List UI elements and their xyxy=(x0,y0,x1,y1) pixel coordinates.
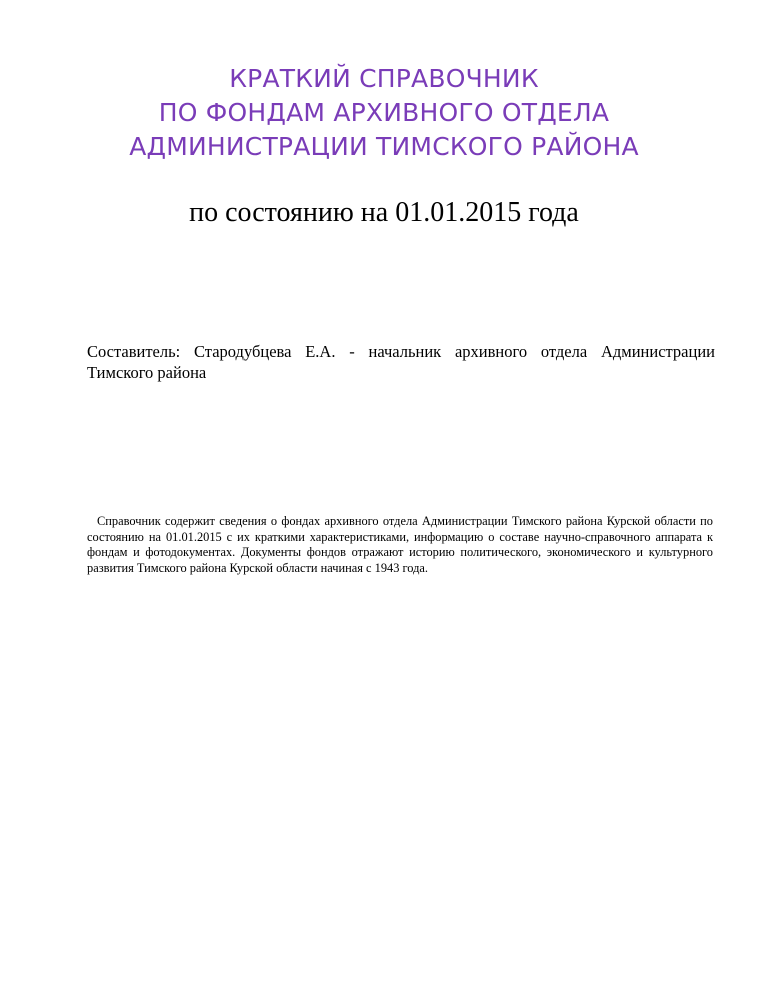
annotation-paragraph: Справочник содержит сведения о фондах архивного отдела Администрации Тимского района Курской области по состоянию на 01.01.2015 с их краткими характеристиками, информацию о составе научно-справочного аппарата к фондам и фотодокументах. Документы фондов отражают историю политического, экономического и культурного развития Тимского района Курской области начиная с 1943 года. xyxy=(87,514,713,575)
title-line-3: АДМИНИСТРАЦИИ ТИМСКОГО РАЙОНА xyxy=(129,132,639,161)
title-line-2: ПО ФОНДАМ АРХИВНОГО ОТДЕЛА xyxy=(158,98,610,127)
document-date-subtitle: по состоянию на 01.01.2015 года xyxy=(189,197,579,228)
title-line-1: КРАТКИЙ СПРАВОЧНИК xyxy=(229,64,539,93)
document-title xyxy=(60,62,708,164)
compiler-statement: Составитель: Стародубцева Е.А. - начальник архивного отдела Администрации Тимского района xyxy=(87,342,715,382)
